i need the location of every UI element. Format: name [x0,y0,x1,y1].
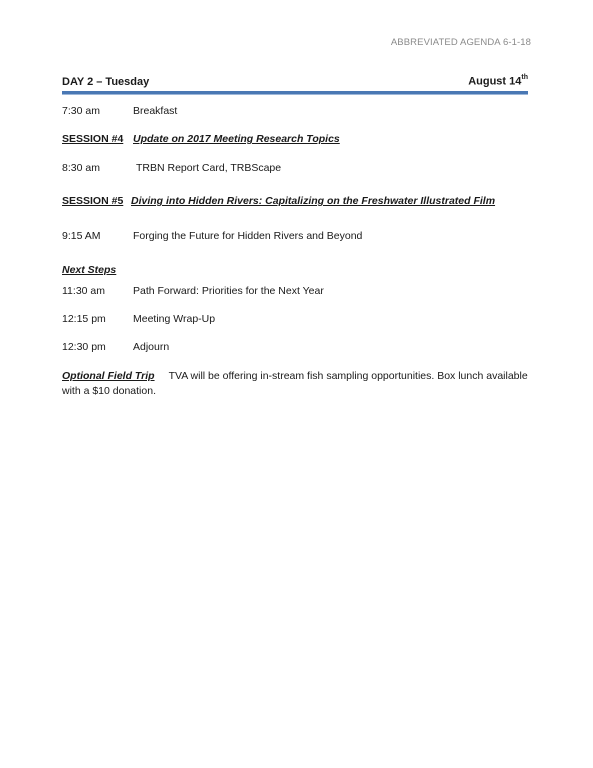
agenda-time: 12:30 pm [62,341,106,353]
agenda-text: Forging the Future for Hidden Rivers and Beyond [133,230,363,242]
day-date-text: August 14 [468,75,522,88]
field-trip-text: TVA will be offering in-stream fish sampling opportunities. Box lunch available with a $10 donation. [62,370,528,397]
session-title: Diving into Hidden Rivers: Capitalizing on the Freshwater Illustrated Film [131,195,496,207]
agenda-time: 7:30 am [62,105,100,117]
field-trip-label: Optional Field Trip [62,370,155,382]
agenda-time: 8:30 am [62,162,100,174]
agenda-text: Breakfast [133,105,178,117]
agenda-text: Adjourn [133,341,170,353]
session-title: Update on 2017 Meeting Research Topics [133,133,340,145]
session-heading [62,195,496,207]
next-steps-label: Next Steps [62,264,117,276]
agenda-text: TRBN Report Card, TRBScape [136,162,282,174]
day-header [62,75,528,88]
field-trip-note [62,369,532,399]
agenda-text: Path Forward: Priorities for the Next Year [133,285,324,297]
session-label: SESSION #4 [62,133,124,145]
day-date [468,75,528,88]
agenda-time: 9:15 AM [62,230,101,242]
agenda-time: 11:30 am [62,285,105,297]
session-label: SESSION #5 [62,195,124,207]
session-heading [62,133,340,145]
day-title: DAY 2 – Tuesday [62,75,150,88]
header-divider [62,91,528,95]
day-date-suffix: th [521,74,528,81]
document-label: ABBREVIATED AGENDA 6-1-18 [390,37,531,48]
agenda-time: 12:15 pm [62,313,106,325]
agenda-text: Meeting Wrap-Up [133,313,216,325]
next-steps-heading [62,264,116,276]
